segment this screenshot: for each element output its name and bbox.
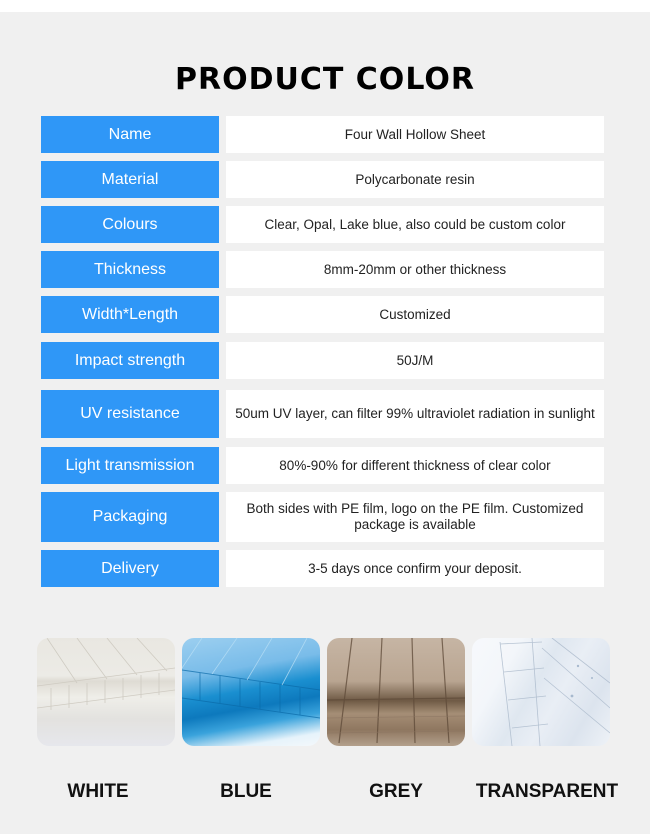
spec-value: Clear, Opal, Lake blue, also could be custom color xyxy=(226,206,604,243)
spec-row-light-transmission xyxy=(41,447,604,484)
spec-row-impact-strength xyxy=(41,342,604,379)
spec-value: 3-5 days once confirm your deposit. xyxy=(226,550,604,587)
spec-value: Four Wall Hollow Sheet xyxy=(226,116,604,153)
transparent-sheet-image xyxy=(472,638,610,746)
grey-sheet-image xyxy=(327,638,465,746)
spec-row-packaging xyxy=(41,492,604,542)
spec-label: Material xyxy=(41,161,219,198)
spec-row-width-length xyxy=(41,296,604,333)
swatch-caption-blue: BLUE xyxy=(220,781,272,802)
spec-label: Thickness xyxy=(41,251,219,288)
product-color-page xyxy=(0,12,650,834)
spec-label: Width*Length xyxy=(41,296,219,333)
spec-label: Packaging xyxy=(41,492,219,542)
spec-row-uv-resistance xyxy=(41,390,604,438)
spec-value: 8mm-20mm or other thickness xyxy=(226,251,604,288)
spec-label: Light transmission xyxy=(41,447,219,484)
spec-row-material xyxy=(41,161,604,198)
spec-row-delivery xyxy=(41,550,604,587)
spec-value: 50um UV layer, can filter 99% ultraviolet radiation in sunlight xyxy=(226,390,604,438)
spec-value: 50J/M xyxy=(226,342,604,379)
spec-value: Customized xyxy=(226,296,604,333)
spec-label: Name xyxy=(41,116,219,153)
swatch-caption-white: WHITE xyxy=(67,781,129,802)
spec-label: Colours xyxy=(41,206,219,243)
blue-sheet-image xyxy=(182,638,320,746)
swatch-caption-transparent: TRANSPARENT xyxy=(475,781,619,802)
spec-value: 80%-90% for different thickness of clear color xyxy=(226,447,604,484)
spec-label: UV resistance xyxy=(41,390,219,438)
spec-value: Both sides with PE film, logo on the PE film. Customized package is available xyxy=(226,492,604,542)
spec-value: Polycarbonate resin xyxy=(226,161,604,198)
spec-row-colours xyxy=(41,206,604,243)
spec-row-name xyxy=(41,116,604,153)
spec-label: Impact strength xyxy=(41,342,219,379)
swatch-caption-grey: GREY xyxy=(369,781,423,802)
spec-row-thickness xyxy=(41,251,604,288)
spec-label: Delivery xyxy=(41,550,219,587)
page-title: PRODUCT COLOR xyxy=(175,62,475,97)
white-sheet-image xyxy=(37,638,175,746)
